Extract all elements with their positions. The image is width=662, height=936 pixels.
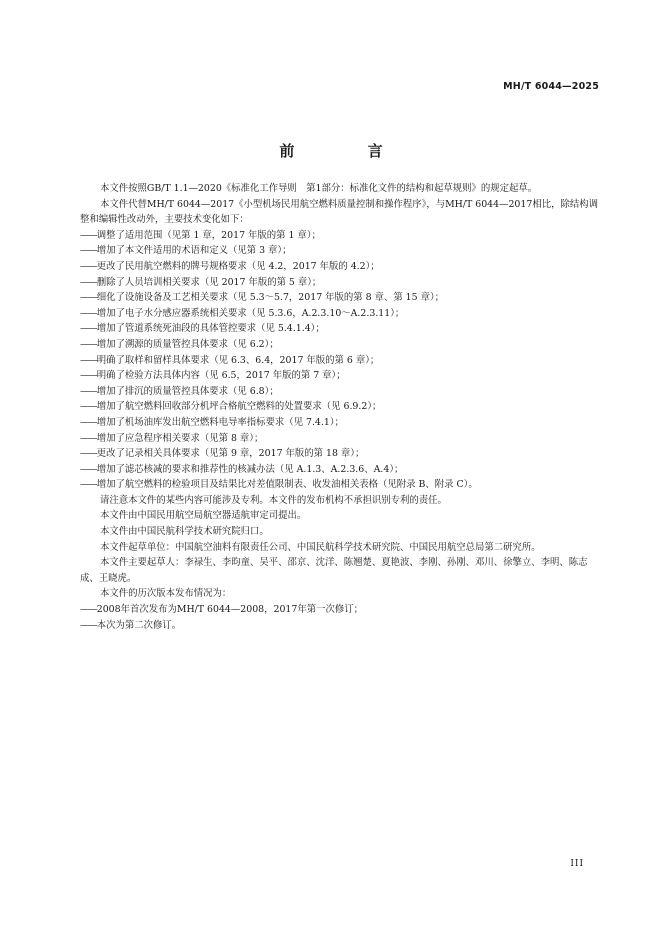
- list-item: [80, 368, 600, 384]
- list-dash: ——: [80, 354, 97, 366]
- list-item: [80, 275, 600, 291]
- list-item-text: 增加了排沉的质量管控具体要求（见 6.8）；: [96, 385, 279, 397]
- list-dash: ——: [80, 260, 97, 272]
- list-item-text: 细化了设施设备及工艺相关要求（见 5.3～5.7，2017 年版的第 8 章、第 15 章）；: [96, 292, 445, 304]
- list-item-text: 2008年首次发布为MH/T 6044—2008，2017年第一次修订；: [96, 604, 363, 616]
- list-dash: ——: [80, 370, 97, 382]
- list-item: [80, 618, 600, 634]
- list-dash: ——: [80, 276, 97, 288]
- list-item-text: 明确了取样和留样具体要求（见 6.3、6.4，2017 年版的第 6 章）；: [96, 354, 380, 366]
- list-item: [80, 259, 600, 275]
- list-dash: ——: [80, 323, 97, 335]
- document-code: MH/T 6044—2025: [503, 81, 599, 92]
- drafting-units: 本文件起草单位：中国航空油料有限责任公司、中国民航科学技术研究院、中国民用航空总局第二研究所。: [100, 541, 541, 553]
- list-dash: ——: [80, 401, 97, 413]
- list-dash: ——: [80, 416, 97, 428]
- list-item-text: 本次为第二次修订。: [96, 619, 182, 631]
- list-dash: ——: [80, 479, 97, 491]
- list-item: [80, 399, 600, 415]
- history-list: [80, 602, 600, 633]
- list-item: [80, 602, 600, 618]
- list-item-text: 增加了本文件适用的术语和定义（见第 3 章）；: [96, 245, 292, 257]
- list-item-text: 调整了适用范围（见第 1 章，2017 年版的第 1 章）；: [96, 229, 321, 241]
- list-dash: ——: [80, 604, 97, 616]
- list-dash: ——: [80, 307, 97, 319]
- list-item: [80, 228, 600, 244]
- main-drafters: 本文件主要起草人：李禄生、李昀童、吴平、邵京、沈洋、陈翘楚、夏艳波、李刚、孙刚、邓川、徐擎立、李明、陈志成、王晓虎。: [80, 557, 588, 584]
- list-dash: ——: [80, 292, 97, 304]
- list-dash: ——: [80, 245, 97, 257]
- foreword-body: [80, 181, 600, 633]
- list-dash: ——: [80, 448, 97, 460]
- list-item: [80, 462, 600, 478]
- list-item: [80, 337, 600, 353]
- list-dash: ——: [80, 463, 97, 475]
- list-item-text: 更改了民用航空燃料的牌号规格要求（见 4.2，2017 年版的 4.2）；: [96, 260, 380, 272]
- changes-list: [80, 228, 600, 493]
- list-item-text: 增加了机场油库发出航空燃料电导率指标要求（见 7.4.1）；: [96, 416, 344, 428]
- list-dash: ——: [80, 432, 97, 444]
- list-item-text: 增加了电子水分感应器系统相关要求（见 5.3.6，A.2.3.10～A.2.3.11）；: [96, 307, 405, 319]
- list-dash: ——: [80, 619, 97, 631]
- intro-paragraph-1: 本文件按照GB/T 1.1—2020《标准化工作导则 第1部分：标准化文件的结构和起草规则》的规定起草。: [100, 183, 538, 194]
- patent-notice: 请注意本文件的某些内容可能涉及专利。本文件的发布机构不承担识别专利的责任。: [100, 494, 447, 506]
- list-dash: ——: [80, 338, 97, 350]
- list-item: [80, 306, 600, 322]
- list-item-text: 增加了滤芯核减的要求和推荐性的核减办法（见 A.1.3、A.2.3.6、A.4）；: [96, 463, 404, 475]
- list-item: [80, 353, 600, 369]
- list-item: [80, 290, 600, 306]
- page-title: 前 言: [279, 142, 417, 160]
- version-history-intro: 本文件的历次版本发布情况为：: [100, 588, 232, 600]
- proposer-statement: 本文件由中国民用航空局航空器适航审定司提出。: [100, 510, 307, 522]
- list-item-text: 删除了人员培训相关要求（见 2017 年版的第 5 章）；: [96, 276, 322, 288]
- list-item-text: 增加了航空燃料的检验项目及结果比对差值限制表、收发油相关表格（见附录 B、附录 C）。: [96, 479, 478, 491]
- list-item: [80, 446, 600, 462]
- list-item: [80, 431, 600, 447]
- list-item-text: 增加了应急程序相关要求（见第 8 章）；: [96, 432, 264, 444]
- list-item-text: 更改了记录相关具体要求（见第 9 章，2017 年版的第 18 章）；: [96, 448, 365, 460]
- list-item-text: 增加了航空燃料回收部分机坪合格航空燃料的处置要求（见 6.9.2）；: [96, 401, 382, 413]
- list-item: [80, 415, 600, 431]
- list-item: [80, 477, 600, 493]
- list-dash: ——: [80, 229, 97, 241]
- list-item-text: 增加了管道系统死油段的具体管控要求（见 5.4.1.4）；: [96, 323, 325, 335]
- centralized-unit-statement: 本文件由中国民航科学技术研究院归口。: [100, 526, 269, 538]
- list-item: [80, 384, 600, 400]
- list-item: [80, 243, 600, 259]
- list-item-text: 增加了溯源的质量管控具体要求（见 6.2）；: [96, 338, 279, 350]
- intro-paragraph-2: 本文件代替MH/T 6044—2017《小型机场民用航空燃料质量控制和操作程序》，与MH/T 6044—2017相比，除结构调整和编辑性改动外，主要技术变化如下：: [80, 198, 598, 226]
- list-dash: ——: [80, 385, 97, 397]
- page-number: III: [570, 859, 584, 869]
- list-item-text: 明确了检验方法具体内容（见 6.5，2017 年版的第 7 章）；: [96, 370, 346, 382]
- list-item: [80, 321, 600, 337]
